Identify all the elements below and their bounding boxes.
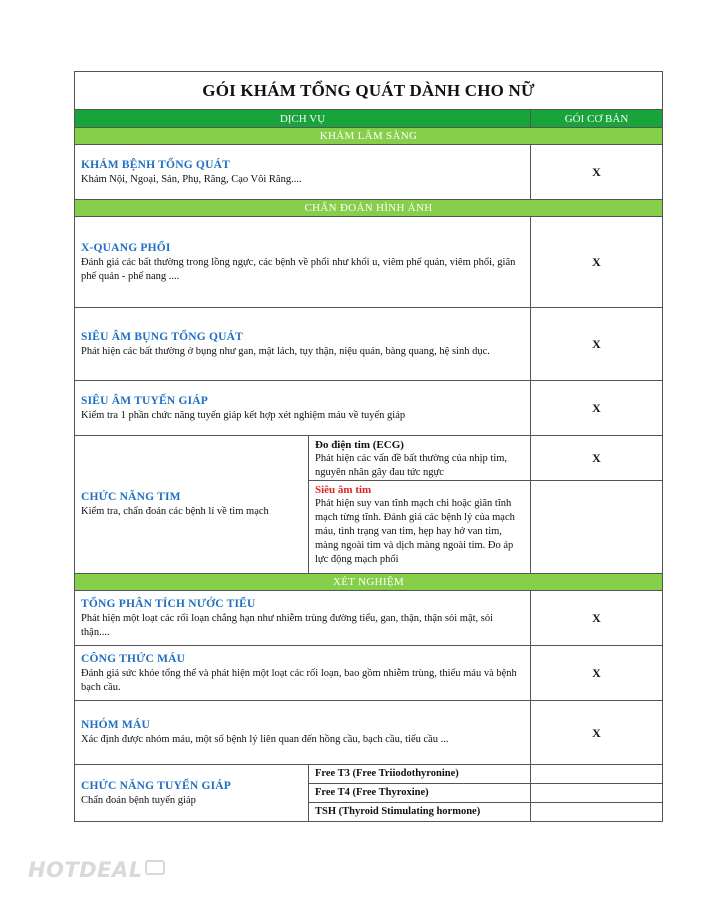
watermark-logo bbox=[28, 858, 165, 882]
service-desc: Kiểm tra 1 phần chức năng tuyến giáp kết hợp xét nghiệm máu về tuyến giáp bbox=[81, 409, 406, 421]
service-title: CHỨC NĂNG TIM bbox=[81, 491, 181, 503]
header-row bbox=[75, 110, 663, 128]
package-mark bbox=[531, 784, 663, 803]
service-cell bbox=[75, 145, 531, 200]
service-cell bbox=[75, 381, 531, 436]
service-title: TỔNG PHÂN TÍCH NƯỚC TIỂU bbox=[81, 597, 256, 610]
service-desc: Phát hiện một loạt các rối loạn chẳng hạn như nhiễm trùng đường tiểu, gan, thận, thận sỏi mật, sỏi thận.... bbox=[81, 612, 494, 638]
package-mark: X bbox=[531, 701, 663, 765]
service-desc: Phát hiện các bất thường ở bụng như gan, mật lách, tụy thận, niệu quản, bàng quang, hệ sinh dục. bbox=[81, 345, 490, 357]
section-tests bbox=[75, 574, 663, 591]
row-thyroid-ultrasound bbox=[75, 381, 663, 436]
package-sheet bbox=[74, 71, 662, 822]
service-title: SIÊU ÂM BỤNG TỔNG QUÁT bbox=[81, 330, 244, 343]
section-imaging bbox=[75, 200, 663, 217]
service-title: SIÊU ÂM TUYẾN GIÁP bbox=[81, 394, 209, 407]
sub-test-label: TSH (Thyroid Stimulating hormone) bbox=[309, 803, 531, 822]
service-desc: Đánh giá các bất thường trong lồng ngực, các bệnh về phổi như khối u, viêm phế quản, viêm phổi, giãn phế quản - phế nang .... bbox=[81, 256, 516, 282]
section-clinical bbox=[75, 128, 663, 145]
section-label: KHÁM LÂM SÀNG bbox=[75, 128, 663, 145]
package-table bbox=[74, 71, 663, 822]
package-mark: X bbox=[531, 436, 663, 481]
row-xray bbox=[75, 217, 663, 308]
service-cell bbox=[75, 217, 531, 308]
header-service: DỊCH VỤ bbox=[75, 110, 531, 128]
row-heart-ecg bbox=[75, 436, 663, 481]
page-title: GÓI KHÁM TỔNG QUÁT DÀNH CHO NỮ bbox=[75, 72, 663, 110]
service-desc: Khám Nội, Ngoại, Sản, Phụ, Răng, Cạo Vôi Răng.... bbox=[81, 173, 302, 185]
sub-service-desc: Phát hiện các vấn đề bất thường của nhịp tim, nguyên nhân gây đau tức ngực bbox=[315, 453, 508, 478]
package-mark bbox=[531, 803, 663, 822]
title-row bbox=[75, 72, 663, 110]
service-title: X-QUANG PHỔI bbox=[81, 241, 171, 254]
service-cell bbox=[75, 701, 531, 765]
service-cell bbox=[75, 646, 531, 701]
service-cell bbox=[75, 308, 531, 381]
service-title: CÔNG THỨC MÁU bbox=[81, 652, 186, 665]
ticket-icon bbox=[145, 860, 165, 875]
sub-service-title: Đo điện tim (ECG) bbox=[315, 439, 404, 451]
row-general-exam bbox=[75, 145, 663, 200]
row-abdomen-ultrasound bbox=[75, 308, 663, 381]
service-desc: Kiểm tra, chẩn đoán các bệnh lí về tim mạch bbox=[81, 506, 269, 517]
service-desc: Xác định được nhóm máu, một số bệnh lý liên quan đến hồng cầu, bạch cầu, tiểu cầu ... bbox=[81, 734, 449, 745]
service-cell bbox=[75, 765, 309, 822]
sub-service-desc: Phát hiện suy van tĩnh mạch chi hoặc giãn tĩnh mạch từng tĩnh. Đánh giá các bệnh lý của mạch máu, tình trạng van tim, hẹp hay hở van tim, màng ngoài tim và dịch màng ngoài tim. Đo áp lực động mạch phổi bbox=[315, 498, 515, 565]
sub-service-cell bbox=[309, 481, 531, 574]
sub-test-label: Free T4 (Free Thyroxine) bbox=[309, 784, 531, 803]
service-title: CHỨC NĂNG TUYẾN GIÁP bbox=[81, 779, 231, 792]
package-mark: X bbox=[531, 591, 663, 646]
service-cell bbox=[75, 436, 309, 574]
service-desc: Đánh giá sức khỏe tổng thể và phát hiện một loạt các rối loạn, bao gồm nhiễm trùng, thiếu máu và bệnh bạch cầu. bbox=[81, 667, 517, 693]
service-desc: Chẩn đoán bệnh tuyến giáp bbox=[81, 794, 196, 806]
service-title: KHÁM BỆNH TỔNG QUÁT bbox=[81, 158, 230, 171]
sub-test-label: Free T3 (Free Triiodothyronine) bbox=[309, 765, 531, 784]
section-label: XÉT NGHIỆM bbox=[75, 574, 663, 591]
row-blood-group bbox=[75, 701, 663, 765]
package-mark: X bbox=[531, 646, 663, 701]
row-urine bbox=[75, 591, 663, 646]
sub-service-title: Siêu âm tim bbox=[315, 484, 372, 496]
section-label: CHẨN ĐOÁN HÌNH ẢNH bbox=[75, 200, 663, 217]
sub-service-clip bbox=[315, 483, 524, 569]
header-package: GÓI CƠ BẢN bbox=[531, 110, 663, 128]
sub-service-cell bbox=[309, 436, 531, 481]
service-title: NHÓM MÁU bbox=[81, 719, 150, 731]
watermark-text: HOTDEAL bbox=[28, 858, 143, 882]
package-mark: X bbox=[531, 381, 663, 436]
package-mark: X bbox=[531, 145, 663, 200]
package-mark: X bbox=[531, 308, 663, 381]
row-thyroid-t3 bbox=[75, 765, 663, 784]
package-mark bbox=[531, 765, 663, 784]
row-blood-count bbox=[75, 646, 663, 701]
service-cell bbox=[75, 591, 531, 646]
package-mark: X bbox=[531, 217, 663, 308]
package-mark bbox=[531, 481, 663, 574]
